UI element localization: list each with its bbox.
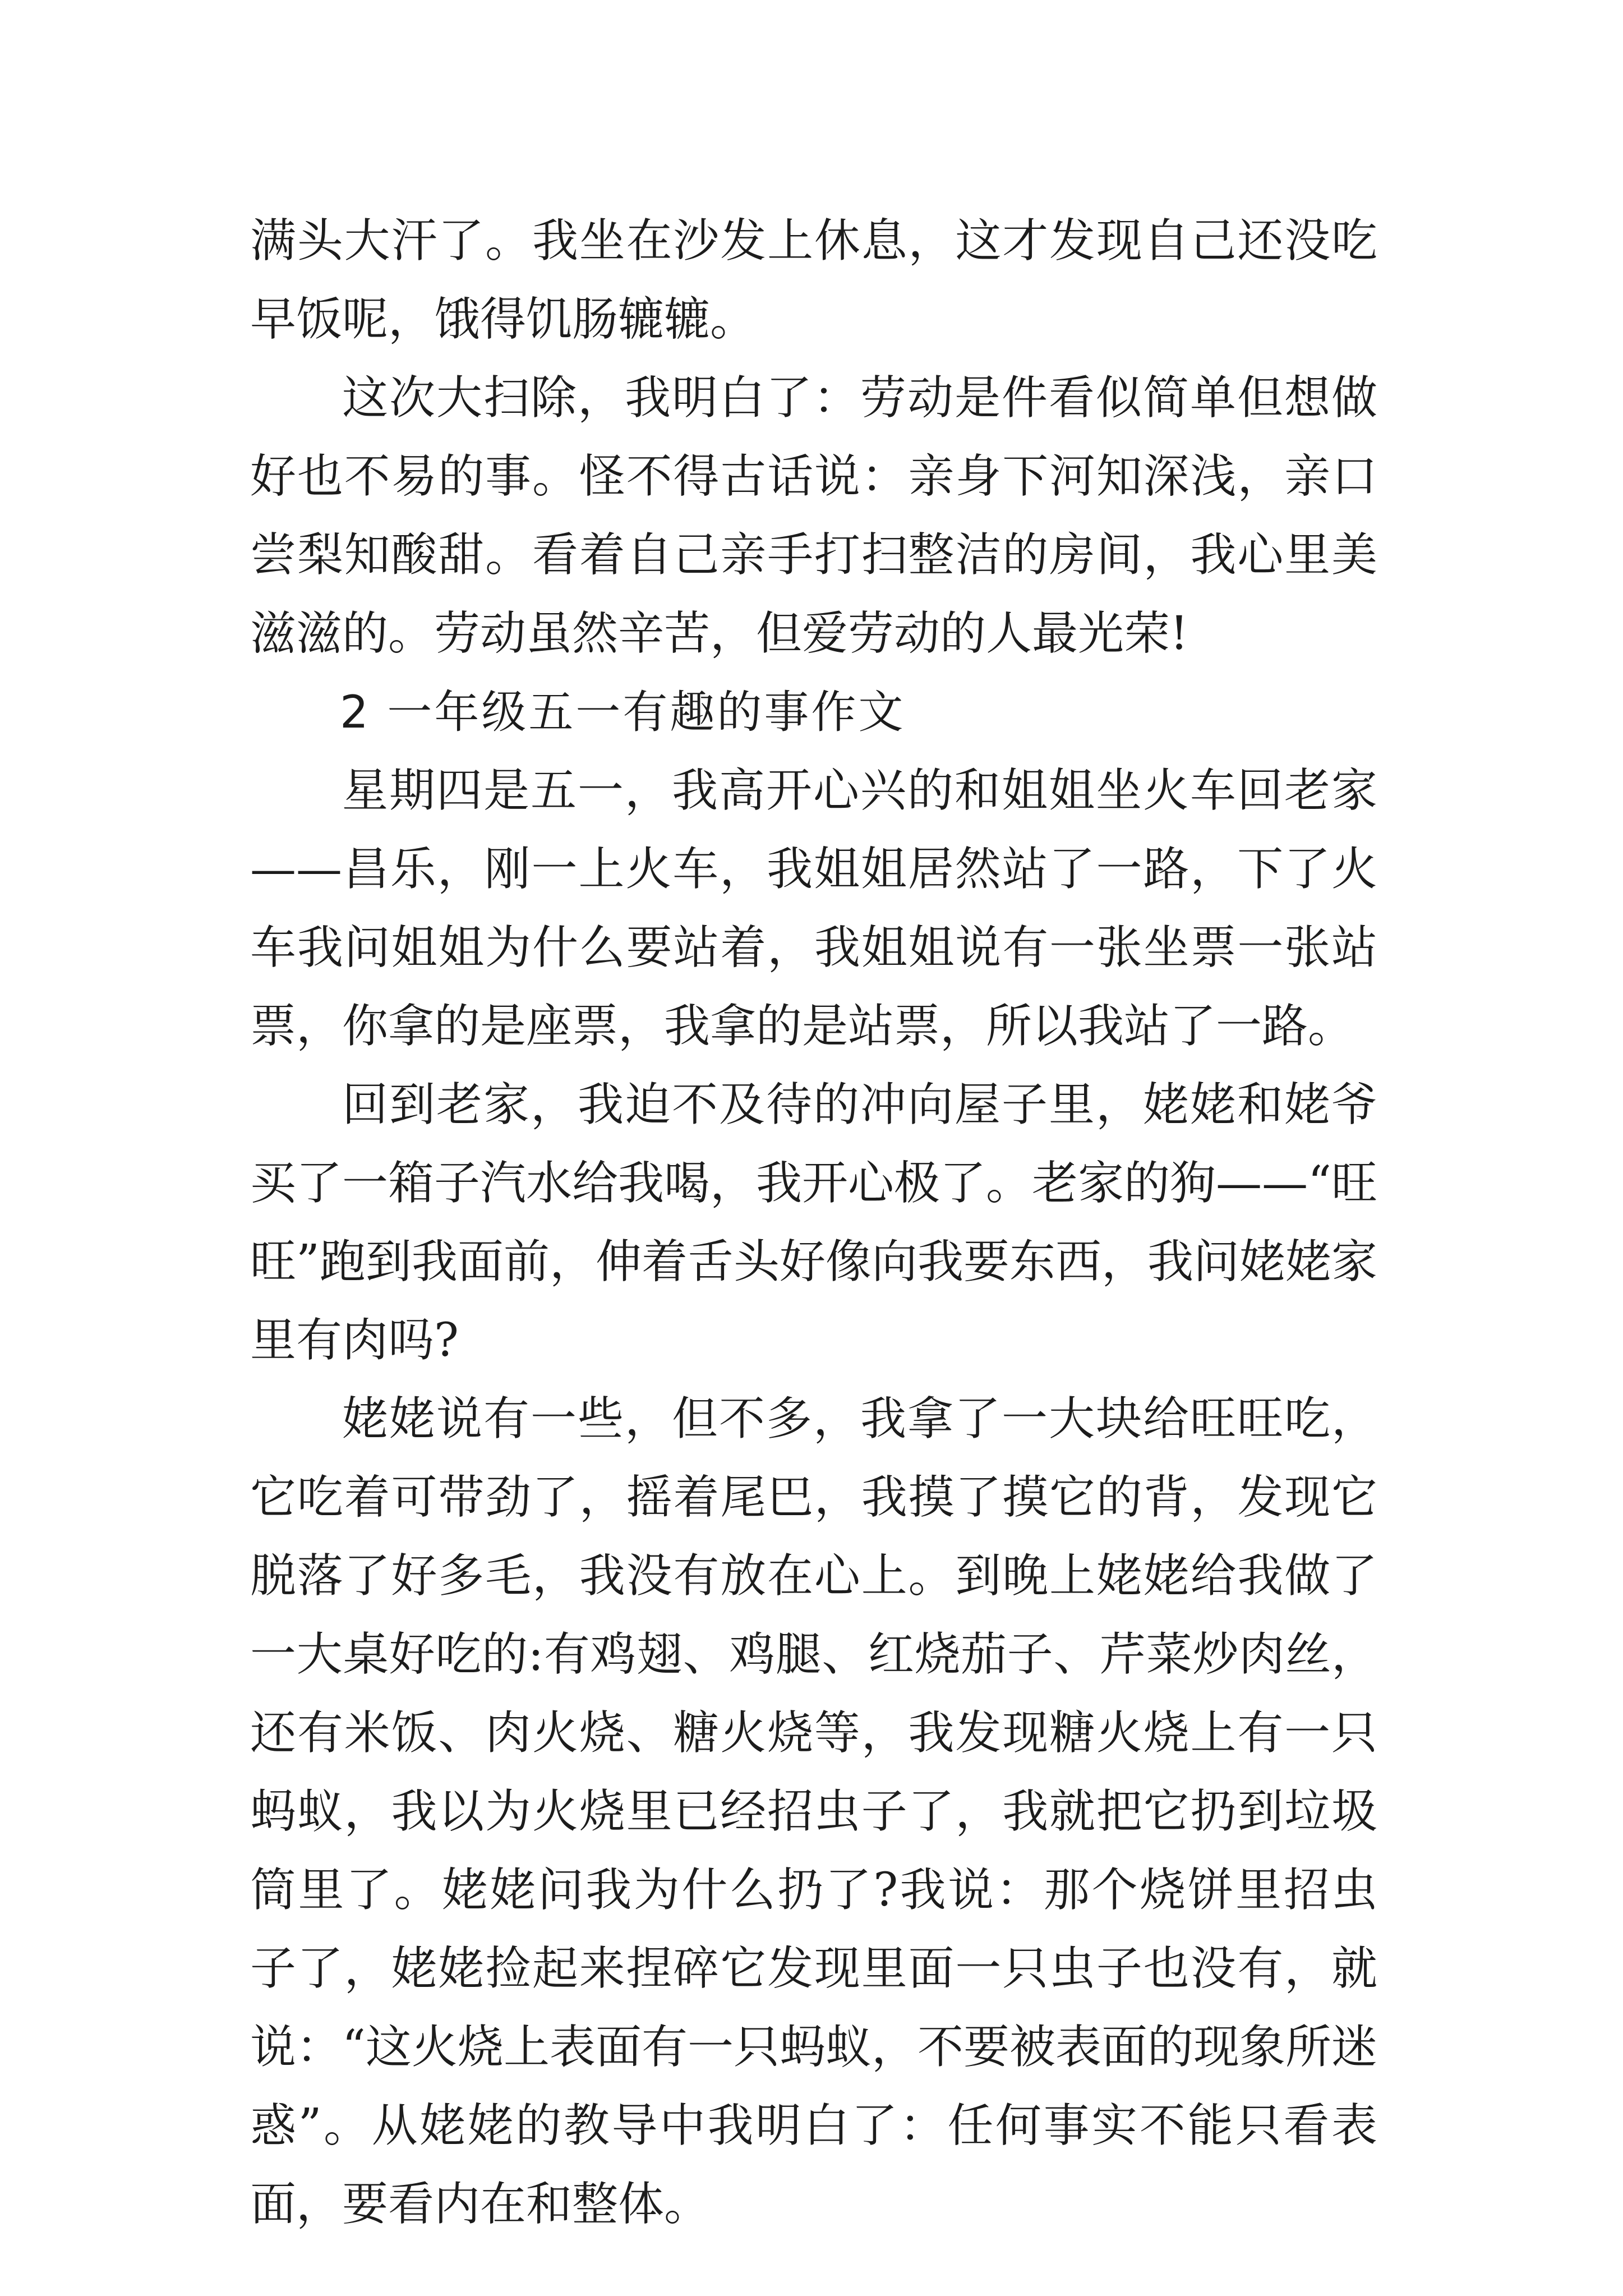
document-body [250, 202, 1377, 2244]
paragraph-train-trip: 星期四是五一，我高开心兴的和姐姐坐火车回老家——昌乐，刚一上火车，我姐姐居然站了一路，下了火车我问姐姐为什么要站着，我姐姐说有一张坐票一张站票，你拿的是座票，我拿的是站票，所以我站了一路。 [250, 764, 1377, 1053]
paragraph-continued: 满头大汗了。我坐在沙发上休息，这才发现自己还没吃早饭呢，饿得饥肠辘辘。 [250, 214, 1377, 346]
paragraph-conclusion: 这次大扫除，我明白了：劳动是件看似简单但想做好也不易的事。怪不得古话说：亲身下河知深浅，亲口尝梨知酸甜。看着自己亲手打扫整洁的房间，我心里美滋滋的。劳动虽然辛苦，但爱劳动的人最光荣! [250, 371, 1377, 660]
paragraph-arrival: 回到老家，我迫不及待的冲向屋子里，姥姥和姥爷买了一箱子汽水给我喝，我开心极了。老家的狗——“旺旺”跑到我面前，伸着舌头好像向我要东西，我问姥姥家里有肉吗? [250, 1078, 1377, 1367]
essay-title: 2 一年级五一有趣的事作文 [340, 686, 906, 738]
paragraph-dinner: 姥姥说有一些，但不多，我拿了一大块给旺旺吃，它吃着可带劲了，摇着尾巴，我摸了摸它的背，发现它脱落了好多毛，我没有放在心上。到晚上姥姥给我做了一大桌好吃的:有鸡翅、鸡腿、红烧茄子、芹菜炒肉丝，还有米饭、肉火烧、糖火烧等，我发现糖火烧上有一只蚂蚁，我以为火烧里已经招虫子了，我就把它扔到垃圾筒里了。姥姥问我为什么扔了?我说：那个烧饼里招虫子了，姥姥捡起来捏碎它发现里面一只虫子也没有，就说：“这火烧上表面有一只蚂蚁，不要被表面的现象所迷惑”。从姥姥的教导中我明白了：任何事实不能只看表面，要看内在和整体。 [250, 1392, 1377, 2231]
